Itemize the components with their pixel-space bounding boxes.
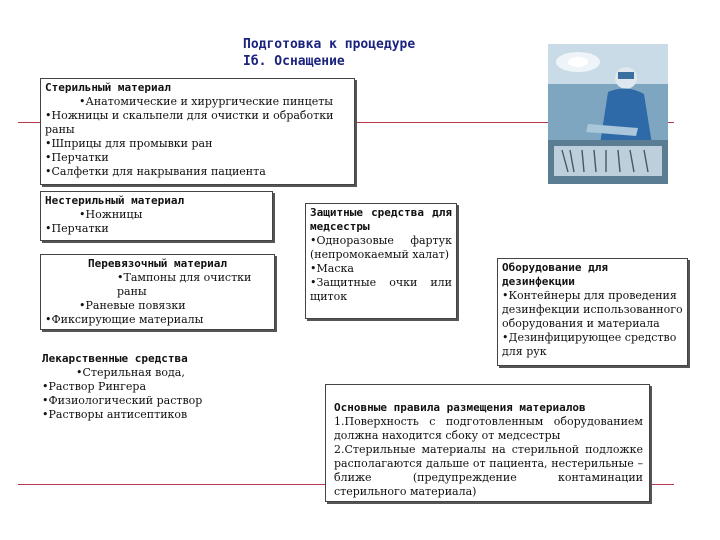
drugs-heading: Лекарственные средства: [42, 352, 188, 365]
nonsterile-heading: Нестерильный материал: [45, 194, 185, 207]
rules-heading: Основные правила размещения материалов: [334, 401, 586, 414]
list-item: • Одноразовые фартук (непромокаемый халат): [310, 234, 452, 262]
page-title: [243, 36, 419, 70]
title-line-2: Iб. Оснащение: [243, 54, 345, 69]
sterile-material-box: [40, 78, 355, 185]
surgeon-photo: [548, 44, 668, 184]
disinfection-equipment-box: [497, 258, 688, 366]
protective-equipment-box: [305, 203, 457, 319]
surgeon-illustration: [548, 44, 668, 184]
list-item: • Контейнеры для проведения дезинфекции использованного оборудования и материала: [502, 289, 683, 331]
list-item: • Салфетки для накрывания пациента: [45, 165, 350, 179]
list-item: • Защитные очки или щиток: [310, 276, 452, 304]
nonsterile-material-box: [40, 191, 273, 241]
placement-rules-box: [325, 384, 650, 502]
list-item: 2.Стерильные материалы на стерильной подложке располагаются дальше от пациента, нестерильные – ближе (предупреждение контаминации стерильного материала): [334, 443, 643, 498]
list-item: • Фиксирующие материалы: [45, 313, 270, 327]
protective-heading: Защитные средства для медсестры: [310, 206, 452, 233]
list-item: • Ножницы и скальпели для очистки и обработки раны: [45, 109, 350, 137]
list-item: • Маска: [310, 262, 452, 276]
list-item: • Шприцы для промывки ран: [45, 137, 350, 151]
list-item: • Перчатки: [45, 222, 268, 236]
list-item: • Физиологический раствор: [42, 394, 232, 408]
list-item: • Раневые повязки: [45, 299, 270, 313]
list-item: 1.Поверхность с подготовленным оборудованием должна находится сбоку от медсестры: [334, 415, 643, 442]
disinfection-heading: Оборудование для дезинфекции: [502, 261, 608, 288]
list-item: • Перчатки: [45, 151, 350, 165]
list-item: • Раствор Рингера: [42, 380, 232, 394]
list-item: • Растворы антисептиков: [42, 408, 232, 422]
dressing-heading: Перевязочный материал: [87, 257, 228, 270]
list-item: • Стерильная вода,: [42, 366, 232, 380]
title-line-1: Подготовка к процедуре: [243, 37, 416, 52]
list-item: • Дезинфицирующее средство для рук: [502, 331, 683, 359]
list-item: • Ножницы: [45, 208, 268, 222]
list-item: • Тампоны для очистки раны: [45, 271, 270, 299]
sterile-heading: Стерильный материал: [45, 81, 171, 94]
dressing-material-box: [40, 254, 275, 330]
list-item: • Анатомические и хирургические пинцеты: [45, 95, 350, 109]
drugs-block: [42, 352, 232, 422]
